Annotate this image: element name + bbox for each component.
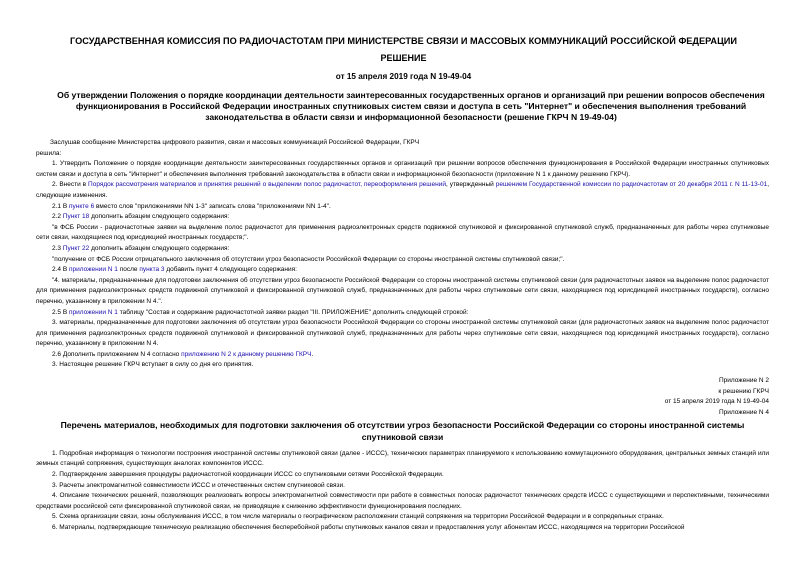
quote-2-3: "получение от ФСБ России отрицательного заключения об отсутствии угроз безопасности Российской Федерации со стороны иностранной системы спутниковой связи;". bbox=[52, 255, 565, 263]
appendix-item: 4. Описание технических решений, позволяющих реализовать вопросы электромагнитной совместимости при работе в совместных полосах радиочастот технических средств ИССС с существующими и перспективными, техническими средствами российской сети фиксированной спутниковой связи, не приводящие к снижению эффективности функционирования последних. bbox=[36, 492, 769, 510]
appendix-label-1: Приложение N 2 bbox=[718, 377, 769, 384]
link-item-6[interactable]: пункте 6 bbox=[68, 202, 95, 210]
paragraph-2-3: 2.3 Пункт 22 дополнить абзацем следующего содержания: bbox=[52, 244, 230, 252]
quote-2-4: "4. материалы, предназначенные для подготовки заключения об отсутствии угроз безопасности Российской Федерации со стороны иностранной системы спутниковой связи (для радиочастотных заявок на выделение полос радиочастот для применения радиоэлектронных средств подвижной спутниковой и фиксированной спутниковой служб, предназначенных для работы через спутниковые сети связи, находящиеся под юрисдикцией иностранных государств), согласно перечню, указанному в приложении N 4.". bbox=[36, 276, 769, 305]
quote-2-5: 3. материалы, предназначенные для подготовки заключения об отсутствии угроз безопасности Российской Федерации со стороны иностранной системы спутниковой связи (для радиочастотных заявок на выделение полос радиочастот для применения радиоэлектронных средств подвижной спутниковой и фиксированной спутниковой служб, предназначенных для работы через спутниковые сети связи, находящиеся под юрисдикцией иностранных государств), согласно перечню, указанному в приложении N 4. bbox=[36, 319, 769, 348]
appendix-item: 3. Расчеты электромагнитной совместимости ИССС и отечественных систем спутниковой связи. bbox=[52, 481, 345, 489]
link-item-22[interactable]: Пункт 22 bbox=[62, 244, 90, 252]
decided-line: решила: bbox=[36, 149, 62, 157]
appendix-item: 6. Материалы, подтверждающие техническую реализацию обеспечения бесперебойной работы спутниковых каналов связи и предоставления услуг абонентам ИССС, находящимся на территории Российской bbox=[52, 523, 685, 531]
appendix-block bbox=[36, 376, 769, 534]
intro-paragraph: Заслушав сообщение Министерства цифрового развития, связи и массовых коммуникаций Российской Федерации, ГКРЧ bbox=[50, 139, 420, 146]
link-appendix-1-table[interactable]: приложении N 1 bbox=[68, 308, 118, 316]
document-date: от 15 апреля 2019 года N 19-49-04 bbox=[335, 72, 472, 81]
link-appendix-1[interactable]: приложении N 1 bbox=[68, 266, 118, 274]
issuing-authority: ГОСУДАРСТВЕННАЯ КОМИССИЯ ПО РАДИОЧАСТОТАМ ПРИ МИНИСТЕРСТВЕ СВЯЗИ И МАССОВЫХ КОММУНИКАЦИЙ РОССИЙСКОЙ ФЕДЕРАЦИИ bbox=[70, 36, 737, 46]
paragraph-2-2: 2.2 Пункт 18 дополнить абзацем следующего содержания: bbox=[52, 213, 230, 221]
appendix-item: 2. Подтверждение завершения процедуры радиочастотной координации ИССС со спутниковыми сетями Российской Федерации. bbox=[52, 470, 444, 478]
appendix-items bbox=[36, 449, 769, 534]
paragraph-2-1: 2.1 В пункте 6 вместо слов "приложениями NN 1-3" записать слова "приложениями NN 1-4". bbox=[52, 202, 331, 210]
paragraph-2: 2. Внести в Порядок рассмотрения материалов и принятия решений о выделении полос радиочастот, переоформления решений, утвержденный решением Государственной комиссии по радиочастотам от 20 декабря 2011 г. N 11-13-01, следующие изменения. bbox=[36, 181, 769, 199]
paragraph-1: 1. Утвердить Положение о порядке координации деятельности заинтересованных государственных органов и организаций при решении вопросов обеспечения функционирования в Российской Федерации иностранных спутниковых систем связи и доступа в сеть "Интернет" и обеспечения выполнения требований законодательства в области связи и информационной безопасности (приложение N 1 к данному решению ГКРЧ). bbox=[36, 160, 769, 178]
appendix-label-2: к решению ГКРЧ bbox=[718, 387, 769, 395]
appendix-item: 1. Подробная информация о технологии построения иностранной системы спутниковой связи (далее - ИССС), технических параметрах планируемого к использованию коммутационного оборудования, центральных земных станций или земных станций сопряжения, существующих аналогах компонентов ИССС. bbox=[36, 449, 769, 468]
appendix-item: 5. Схема организации связи, зоны обслуживания ИССС, в том числе материалы о географическом расположении станций сопряжения на территории Российской Федерации и в сопредельных странах. bbox=[52, 513, 664, 521]
appendix-label-3: от 15 апреля 2019 года N 19-49-04 bbox=[664, 398, 769, 406]
paragraph-2-4: 2.4 В приложении N 1 после пункта 3 добавить пункт 4 следующего содержания: bbox=[52, 266, 297, 274]
appendix-title: Перечень материалов, необходимых для подготовки заключения об отсутствии угроз безопасности Российской Федерации со стороны иностранной системы спутниковой связи bbox=[60, 420, 745, 442]
link-item-3[interactable]: пункта 3 bbox=[139, 266, 165, 274]
quote-2-2: "в ФСБ России - радиочастотные заявки на выделение полос радиочастот для применения радиоэлектронных средств подвижной спутниковой и фиксированной спутниковой служб, предназначенных для работы через спутниковые сети связи, находящиеся под юрисдикцией иностранных государств;". bbox=[36, 223, 769, 242]
paragraph-3: 3. Настоящее решение ГКРЧ вступает в силу со дня его принятия. bbox=[52, 361, 254, 369]
document-type: РЕШЕНИЕ bbox=[380, 53, 427, 63]
link-item-18[interactable]: Пункт 18 bbox=[62, 213, 90, 221]
paragraph-2-5: 2.5 В приложении N 1 таблицу "Состав и содержание радиочастотной заявки раздел "III. ПРИЛОЖЕНИЕ" дополнить следующей строкой: bbox=[52, 308, 469, 316]
link-appendix-2[interactable]: приложению N 2 к данному решению ГКРЧ bbox=[181, 350, 312, 358]
document-body bbox=[36, 138, 769, 371]
appendix-label-4: Приложение N 4 bbox=[718, 408, 769, 416]
link-gkrch-decision[interactable]: решением Государственной комиссии по радиочастотам от 20 декабря 2011 г. N 11-13-01 bbox=[495, 181, 768, 189]
paragraph-2-6: 2.6 Дополнить приложением N 4 согласно приложению N 2 к данному решению ГКРЧ. bbox=[52, 350, 314, 358]
link-procedure[interactable]: Порядок рассмотрения материалов и принятия решений о выделении полос радиочастот, переоформления решений bbox=[88, 181, 446, 189]
document-title: Об утверждении Положения о порядке координации деятельности заинтересованных государственных органов и организаций при решении вопросов обеспечения функционирования в Российской Федерации иностранных спутниковых систем связи и доступа в сеть "Интернет" и обеспечения выполнения требований законодательства в области связи и информационной безопасности (решение ГКРЧ N 19-49-04) bbox=[57, 90, 765, 123]
